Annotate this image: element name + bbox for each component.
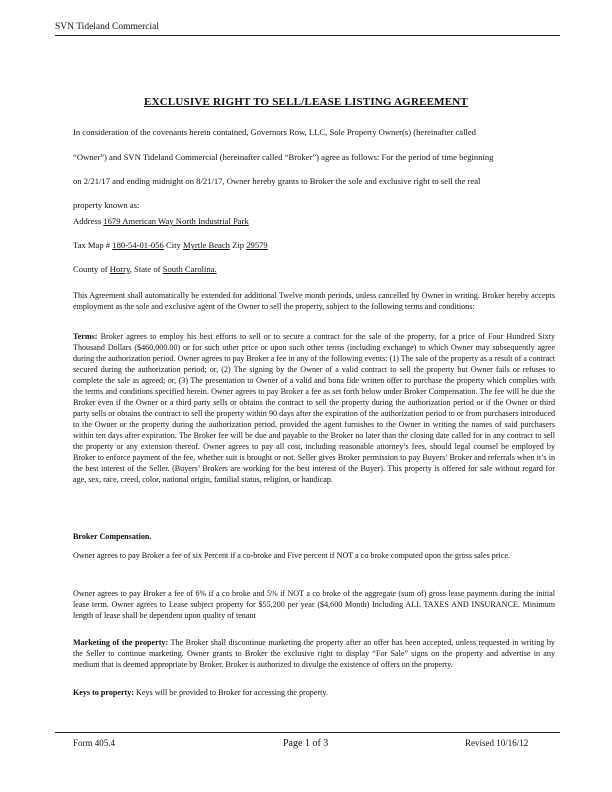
footer-page-number: Page 1 of 3: [283, 738, 329, 749]
city-value: Myrtle Beach: [182, 240, 230, 250]
marketing-heading: Marketing of the property:: [73, 638, 169, 647]
zip-label: Zip: [232, 240, 245, 250]
city-label: City: [165, 240, 181, 250]
state-label: State of: [134, 264, 161, 274]
footer-revised-date: Revised 10/16/12: [465, 738, 529, 748]
intro-line-2: “Owner”) and SVN Tideland Commercial (hereinafter called “Broker”) agree as follows: For the period of time beginning: [73, 152, 494, 162]
terms-body: Broker agrees to employ his best efforts to sell or to secure a contract for the sale of the property, for a price of Four Hundred Sixty Thousand Dollars ($460,000.00) or for such other price or upon such other terms (including exchange) to which Owner may subsequently agree during the authorization period. Owner agrees to pay Broker a fee in any of the following events: (1) The sale of the property as a result of a contract secured during the authorization period; or, (2) The signing by the Owner of a valid contract to sell the property but Owner fails or refuses to complete the sale as agreed; or, (3) The presentation to Owner of a valid and bona fide written offer to purchase the property which complies with the terms and conditions specified herein. Owner agrees to pay Broker a fee as set forth below under Broker Compensation. The fee will be due the Broker even if the Owner or a third party sells or obtains the contract to sell the property during the authorization period or if the Owner or third party sells or obtains the contract to sell the property within 90 days after the expiration of the authorization period to or from purchasers introduced to the Owner or the property during the authorization period, provided the agent furnishes to the Owner in writing the names of said purchasers within ten days after expiration. The Broker fee will be due and payable to the Broker no later than the closing date called for in any contract to sell the property or any extension thereof. Owner agrees to pay all cost, including reasonable attorney’s fees, should legal counsel be employed by Broker to enforce payment of the fee, whether suit is brought or not. Seller gives Broker permission to pay Buyers’ Broker and referrals when it’s in the best interest of the Seller. (Buyers’ Brokers are working for the best interest of the Buyer). This property is offered for sale without regard for age, sex, race, creed, color, national origin, familial status, religion, or handicap.: [73, 332, 555, 484]
taxmap-value: 180-54-01-056: [112, 240, 164, 250]
document-title: EXCLUSIVE RIGHT TO SELL/LEASE LISTING AGREEMENT: [144, 96, 468, 108]
address-line: [73, 216, 249, 226]
terms-heading: Terms:: [73, 332, 98, 341]
keys-paragraph: [73, 687, 555, 698]
marketing-paragraph: [73, 637, 555, 670]
intro-line-3: on 2/21/17 and ending midnight on 8/21/17, Owner hereby grants to Broker the sole and exclusive right to sell the real: [73, 176, 481, 186]
extension-paragraph: This Agreement shall automatically be extended for additional Twelve month periods, unless cancelled by Owner in writing. Broker hereby accepts employment as the sole and exclusive agent of the Owner to sell the property, subject to the following terms and conditions:: [73, 291, 555, 311]
county-label: County of: [73, 264, 108, 274]
compensation-sale-text: Owner agrees to pay Broker a fee of six Percent if a co-broke and Five percent if NOT a co broke computed upon the gross sales price.: [73, 551, 510, 560]
county-line: County of Horry, State of South Carolina.: [73, 264, 217, 274]
intro-line-1: In consideration of the covenants herein contained, Governors Row, LLC, Sole Property Owner(s) (hereinafter called: [73, 127, 476, 137]
taxmap-line: [73, 240, 268, 250]
terms-paragraph: [73, 331, 555, 485]
address-value: 1679 American Way North Industrial Park: [103, 216, 249, 226]
compensation-heading: Broker Compensation.: [73, 532, 152, 541]
footer-divider: [55, 732, 560, 733]
state-value: South Carolina.: [162, 264, 217, 274]
keys-body: Keys will be provided to Broker for accessing the property.: [136, 688, 328, 697]
keys-heading: Keys to property:: [73, 688, 134, 697]
header-divider: [55, 35, 560, 36]
taxmap-label: Tax Map #: [73, 240, 111, 250]
zip-value: 29579: [246, 240, 268, 250]
marketing-body: The Broker shall discontinue marketing the property after an offer has been accepted, unless requested in writing by the Seller to continue marketing. Owner grants to Broker the exclusive right to display “For Sale” signs on the property and advertise in any medium that is deemed appropriate by Broker. Broker is authorized to divulge the existence of offers on the property.: [73, 638, 555, 669]
header-company: SVN Tideland Commercial: [55, 22, 159, 32]
county-value: Horry: [109, 264, 130, 274]
address-label: Address: [73, 216, 102, 226]
footer-form-number: Form 405.4: [73, 738, 116, 748]
intro-line-4: property known as:: [73, 200, 140, 210]
compensation-lease-text: Owner agrees to pay Broker a fee of 6% if a co broke and 5% if NOT a co broke of the aggregate (sum of) gross lease payments during the initial lease term. Owner agrees to Lease subject property for $55,200 per year ($4,600 Month) Including ALL TAXES AND INSURANCE. Minimum length of lease shall be dependent upon quality of tenant: [73, 589, 555, 620]
